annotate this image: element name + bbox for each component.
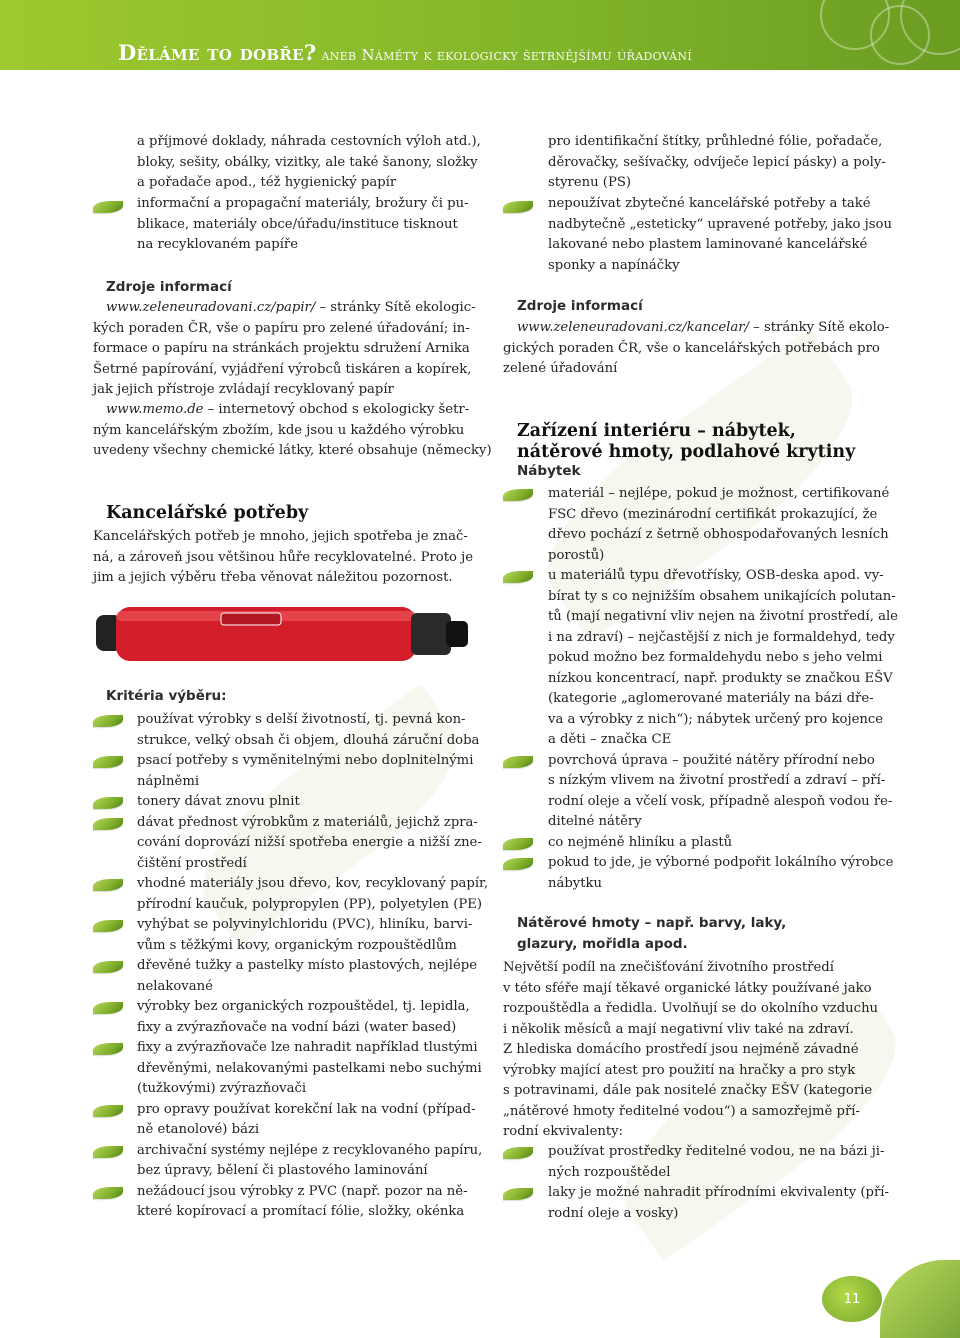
criteria-line: fixy a zvýrazňovače na vodní bázi (water based)	[137, 1019, 457, 1035]
section-heading: nátěrové hmoty, podlahové krytiny	[517, 442, 856, 462]
criteria-line: strukce, velký obsah či objem, dlouhá záruční doba	[137, 732, 480, 748]
sources-heading: Zdroje informací	[106, 279, 232, 295]
furniture-line: bírat ty s co nejnižším obsahem unikajících polutan-	[548, 588, 896, 604]
source-line: Šetrné papírování, vyjádření výrobců tiskáren a kopírek,	[93, 361, 472, 377]
furniture-line: nízkou koncentrací, např. produkty se značkou EŠV	[548, 670, 893, 686]
source-line: kých poraden ČR, vše o papíru pro zelené úřadování; in-	[93, 320, 470, 336]
bullet-line: ných rozpouštědel	[548, 1164, 671, 1180]
leaf-bullet-icon	[93, 1146, 123, 1158]
furniture-line: rodní oleje a včelí vosk, případně alespoň vodou ře-	[548, 793, 893, 809]
leaf-bullet-icon	[503, 571, 533, 583]
criteria-heading: Kritéria výběru:	[106, 688, 227, 704]
leaf-bullet-icon	[93, 961, 123, 973]
criteria-line: cování doprovází nižší spotřeba energie a nižší zne-	[137, 835, 482, 850]
paragraph-line: ná, a zároveň jsou většinou hůře recyklovatelné. Proto je	[93, 549, 474, 565]
bullet-line: rodní oleje a vosky)	[548, 1205, 679, 1221]
criteria-line: vyhýbat se polyvinylchloridu (PVC), hliníku, barvi-	[137, 917, 473, 932]
furniture-line: porostů)	[548, 547, 605, 563]
furniture-line: co nejméně hliníku a plastů	[548, 834, 733, 850]
leaf-bullet-icon	[93, 756, 123, 768]
source-text: – stránky Sítě ekologic-	[315, 300, 476, 315]
criteria-line: fixy a zvýrazňovače lze nahradit například tlustými	[137, 1040, 478, 1055]
source-line	[106, 400, 469, 421]
bullet-line: nepoužívat zbytečné kancelářské potřeby a také	[548, 196, 871, 211]
source-line: uvedeny všechny chemické látky, které obsahuje (německy)	[93, 443, 492, 458]
source-line: ným kancelářským zbožím, kde jsou u každého výrobku	[93, 422, 465, 438]
source-text: – internetový obchod s ekologicky šetr-	[203, 402, 470, 417]
paragraph-line: s potravinami, dále pak nositelé značky EŠV (kategorie	[503, 1083, 873, 1098]
leaf-bullet-icon	[93, 715, 123, 727]
bullet-line: informační a propagační materiály, brožury či pu-	[137, 196, 469, 211]
furniture-line: s nízkým vlivem na životní prostředí a zdraví – pří-	[548, 773, 886, 788]
leaf-bullet-icon	[93, 1105, 123, 1117]
leaf-bullet-icon	[503, 858, 533, 870]
page-title: Děláme to dobře? aneb Náměty k ekologicky šetrnějšímu úřadování	[118, 40, 692, 65]
criteria-line: pro opravy používat korekční lak na vodní (případ-	[137, 1101, 476, 1117]
furniture-line: va a výrobky z nich“); nábytek určený pro kojence	[548, 711, 884, 727]
subheading: Nátěrové hmoty – např. barvy, laky,	[517, 915, 787, 931]
paragraph-line: Kancelářských potřeb je mnoho, jejich spotřeba je znač-	[93, 529, 468, 544]
criteria-line: používat výrobky s delší životností, tj. pevná kon-	[137, 712, 466, 727]
leaf-bullet-icon	[503, 201, 533, 213]
paragraph-line: rozpouštědla a ředidla. Uvolňují se do okolního vzduchu	[503, 1001, 879, 1016]
leaf-bullet-icon	[503, 1147, 533, 1159]
bullet-line: lakované nebo plastem laminované kancelářské	[548, 237, 868, 252]
criteria-line: které kopírovací a promítací fólie, složky, okénka	[137, 1204, 465, 1219]
leaf-bullet-icon	[93, 1187, 123, 1199]
source-line	[106, 298, 476, 319]
paragraph-line: jim a jejich výběru třeba věnovat náležitou pozornost.	[93, 570, 453, 585]
subheading: Nábytek	[517, 463, 581, 479]
criteria-line: výrobky bez organických rozpouštědel, tj. lepidla,	[137, 999, 470, 1014]
bullet-line: nadbytečně „esteticky“ upravené potřeby, jako jsou	[548, 216, 892, 232]
source-line: gických poraden ČR, vše o kancelářských potřebách pro	[503, 340, 880, 356]
leaf-bullet-icon	[93, 201, 123, 213]
criteria-line: nežádoucí jsou výrobky z PVC (např. pozor na ně-	[137, 1183, 468, 1199]
leaf-bullet-icon	[503, 838, 533, 850]
paragraph-line: pro identifikační štítky, průhledné fólie, pořadače,	[548, 134, 883, 149]
paragraph-line: i několik měsíců a mají negativní vliv také na zdraví.	[503, 1021, 854, 1037]
criteria-line: dávat přednost výrobkům z materiálů, jejichž zpra-	[137, 814, 478, 830]
criteria-line: přírodní kaučuk, polypropylen (PP), polyetylen (PE)	[137, 896, 483, 912]
furniture-line: materiál – nejlépe, pokud je možnost, certifikované	[548, 486, 890, 501]
source-link[interactable]: www.memo.de	[106, 402, 204, 417]
criteria-line: dřevěné tužky a pastelky místo plastových, nejlépe	[137, 958, 478, 973]
paragraph-line: výrobky mající atest pro použití na hračky a pro styk	[503, 1062, 856, 1078]
section-heading: Zařízení interiéru – nábytek,	[517, 421, 796, 441]
criteria-line: bez úpravy, bělení či plastového laminování	[137, 1163, 428, 1178]
criteria-line: psací potřeby s vyměnitelnými nebo doplnitelnými	[137, 753, 474, 768]
criteria-line: dřevěnými, nelakovanými pastelkami nebo suchými	[137, 1060, 482, 1076]
furniture-line: dřevo pochází z šetrně obhospodařovaných lesních	[548, 527, 889, 542]
criteria-line: náplněmi	[137, 773, 200, 789]
paragraph-line: styrenu (PS)	[548, 175, 632, 190]
paragraph-line: a příjmové doklady, náhrada cestovních výloh atd.),	[137, 134, 481, 149]
paragraph-line: Z hlediska domácího prostředí jsou nejméně závadné	[503, 1042, 859, 1057]
paragraph-line: Největší podíl na znečišťování životního prostředí	[503, 960, 834, 975]
paragraph-line: děrovačky, sešívačky, odvíječe lepicí pásky) a poly-	[548, 154, 886, 170]
criteria-line: nelakované	[137, 978, 213, 994]
source-text: – stránky Sítě ekolo-	[748, 320, 890, 335]
paragraph-line: a pořadače apod., též hygienický papír	[137, 175, 397, 190]
sources-heading: Zdroje informací	[517, 298, 643, 314]
criteria-line: ně etanolové) bázi	[137, 1122, 260, 1137]
marker-pen-image	[96, 603, 476, 665]
furniture-line: i na zdraví) – nejčastější z nich je formaldehyd, tedy	[548, 629, 895, 645]
section-heading: Kancelářské potřeby	[106, 503, 309, 523]
page-number: 11	[822, 1276, 882, 1322]
leaf-bullet-icon	[93, 1043, 123, 1055]
subheading: glazury, mořidla apod.	[517, 936, 688, 952]
corner-leaf-ornament	[880, 1260, 960, 1338]
bullet-line: sponky a napínáčky	[548, 257, 680, 273]
leaf-bullet-icon	[93, 1002, 123, 1014]
source-line: formace o papíru na stránkách projektu sdružení Arnika	[93, 341, 470, 356]
furniture-line: pokud to jde, je výborné podpořit lokálního výrobce	[548, 855, 894, 870]
bullet-line: laky je možné nahradit přírodními ekvivalenty (pří-	[548, 1185, 889, 1200]
furniture-line: u materiálů typu dřevotřísky, OSB-deska apod. vy-	[548, 568, 884, 583]
leaf-bullet-icon	[93, 797, 123, 809]
furniture-line: pokud možno bez formaldehydu nebo s jeho velmi	[548, 650, 883, 665]
paragraph-line: „nátěrové hmoty ředitelné vodou“) a samozřejmě pří-	[503, 1103, 860, 1119]
bullet-line: blikace, materiály obce/úřadu/instituce tisknout	[137, 216, 458, 232]
marker-tip	[446, 621, 468, 647]
paragraph-line: bloky, sešity, obálky, vizitky, ale také šanony, složky	[137, 154, 478, 170]
criteria-line: vhodné materiály jsou dřevo, kov, recyklovaný papír,	[137, 876, 489, 891]
furniture-line: a děti – značka CE	[548, 732, 672, 747]
furniture-line: FSC dřevo (mezinárodní certifikát prokazující, že	[548, 506, 878, 522]
criteria-line: (tužkovými) zvýrazňovači	[137, 1081, 307, 1096]
source-line: zelené úřadování	[503, 361, 618, 376]
source-line	[517, 318, 889, 339]
leaf-bullet-icon	[503, 1188, 533, 1200]
criteria-line: archivační systémy nejlépe z recyklovaného papíru,	[137, 1142, 483, 1158]
furniture-line: povrchová úprava – použité nátěry přírodní nebo	[548, 752, 875, 768]
source-line: jak jejich přístroje zvládají recyklovaný papír	[93, 382, 394, 397]
furniture-line: tů (mají negativní vliv nejen na životní prostředí, ale	[548, 609, 898, 624]
criteria-line: vům s těžkými kovy, organickým rozpouštědlům	[137, 937, 457, 953]
criteria-line: čištění prostředí	[137, 855, 247, 871]
bullet-line: na recyklovaném papíře	[137, 237, 299, 252]
leaf-bullet-icon	[93, 818, 123, 830]
paragraph-line: rodní ekvivalenty:	[503, 1124, 624, 1139]
leaf-bullet-icon	[93, 879, 123, 891]
paragraph-line: v této sféře mají těkavé organické látky používané jako	[503, 980, 872, 996]
source-link[interactable]: www.zeleneuradovani.cz/papir/	[106, 300, 316, 315]
leaf-bullet-icon	[93, 920, 123, 932]
leaf-bullet-icon	[503, 756, 533, 768]
brand-box	[221, 613, 281, 625]
furniture-line: nábytku	[548, 875, 603, 891]
leaf-bullet-icon	[503, 489, 533, 501]
furniture-line: (kategorie „aglomerované materiály na bázi dře-	[548, 691, 874, 706]
marker-cap	[411, 613, 451, 655]
furniture-line: ditelné nátěry	[548, 814, 642, 829]
source-link[interactable]: www.zeleneuradovani.cz/kancelar/	[517, 320, 749, 335]
bullet-line: používat prostředky ředitelné vodou, ne na bázi ji-	[548, 1144, 885, 1159]
criteria-line: tonery dávat znovu plnit	[137, 794, 300, 809]
header-banner	[0, 0, 960, 70]
